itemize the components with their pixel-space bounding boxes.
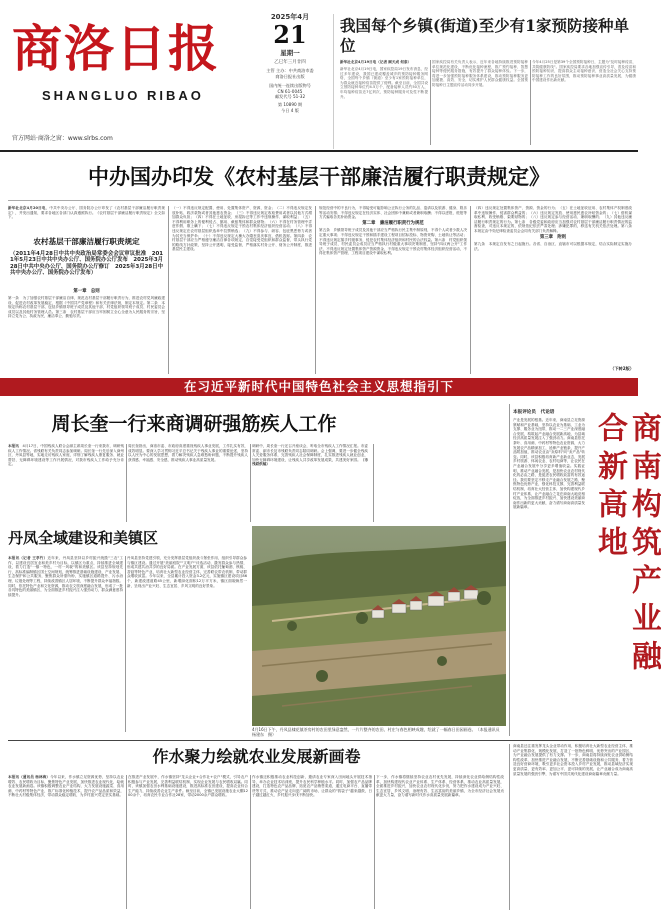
- chapter-1-heading: 第一章 总则: [73, 289, 100, 294]
- commentary-label-sub: 代论语: [540, 410, 555, 415]
- pub-code-2: CN 61-0045: [277, 89, 303, 94]
- commentary-vertical-headline[interactable]: 商南构筑产业融合新高地: [592, 412, 661, 678]
- agri-col-4: 下一步，作水镇将继续坚持农业农村优先发展，持续深化农业供给侧结构性改革，加快构建现代农业产业体系、生产体系、经营体系，推动农业高质量发展，全面推进乡村振兴，加快农业农村现代化步伐，努力把作水建设成为产业兴旺、生态宜居、乡风文明、治理有效、生活富裕的美丽乡镇，为全市经济社会发展贡献更大力量，奋力谱写新时代作水高质量发展新篇章。: [376, 775, 504, 798]
- zhou-col-1: 本报讯 4月17日，中国残疾人联合会副主席周长奎一行来我市，调研残疾人工作情况。省残联有关负责同志参加调研。周长奎一行先后深入商州区、丹凤县等地，实地走访残疾人家庭，详细了解残疾人康复服务、就业帮扶、无障碍环境建设等工作开展情况，对我市残疾人工作给予充分肯定。: [8, 444, 125, 467]
- main-col-2-body: （一）不得违反规定配置、使用、处置集体资产、资源、资金；（二）不得违反规定发放补贴、救济款物或者其他惠农资金；（三）不得违反规定收取费用或者以其他方式增加群众负担；（四）不得在土地征收、房屋拆迁等工作中违规操作、谋取利益；（五）不得利用职务上的便利侵占、挪用、截留集体和群众财物；（六）不得在村务管理中弄虚作假、欺上瞒下；（七）不得违反规定干预农村集体经济组织经营活动；（八）不得违反规定在农村基层组织选举中拉票贿选；（九）不得参与、纵容、包庇黑恶势力或者为其充当保护伞；（十）不得违反规定大操大办婚丧喜庆事宜，借机敛财。第四条 农村基层干部应当严格遵守廉洁自律各项规定，自觉接受党组织和群众监督，带头执行党的路线方针政策，坚持公开透明，接受监督，严格落实村务公开、财务公开制度，推进基层民主建设。: [172, 206, 312, 252]
- agri-col-1: 本报讯（通讯员 杨林海）今年以来，作水镇立足资源优势，坚持以农业增效、农民增收为目标，聚焦特色产业发展，加快推进农业现代化，绘就农业发展新画卷。该镇积极调整农业产业结构，大力发展设施蔬菜、食用菌、中药材等特色产业，推广标准化种植技术，提升农产品品质和效益，不断壮大村级集体经济，带动群众稳定增收，为乡村振兴奠定坚实基础。: [8, 775, 124, 798]
- main-col-3-body: 规范经营中的不良行为，不得接受可能影响公正执行公务的礼品、宴请以及旅游、健身、娱乐等活动安排；不得违反规定在经济实体、社会团体中兼职或者兼职取酬；不得以虚报、谎报等方式骗取各类补助资金。 第二章 廉洁履行职责行为规范 第五条 乡镇领导班子成员及其他干部应当严格执行民主集中制原则，不得个人或者少数人决定重大事项；不得违反规定干预和插手建设工程项目招标投标、物资采购、土地转让等活动；不得违反规定插手村级事务，侵犯农村集体经济组织和村民的合法权益。第六条 村党组织领导班子成员、村民委员会成员应当严格执行村级重大事项决策制度，坚持"四议两公开"工作法，不得违反规定处置集体资产资源资金，不得违反规定干预农村集体经济组织经营活动，不得在集体资产管理、工程项目建设中谋取私利。: [319, 206, 467, 256]
- commentary-body: 产业是发展的根基。近年来，商南县立足资源禀赋和产业基础，坚持以农业为基础、工业为支撑、服务业为纽带，推动一二三产业深度融合发展，构筑起产业融合发展新高地，为县域经济高质量发展注入了强劲动力。商南县依托茶叶、食用菌、中药材等特色农业资源，大力发展农产品精深加工，延伸产业链条，提升产品附加值，推动农业由"卖原料"向"卖产品"转变。同时，该县积极培育新产业新业态，发展乡村旅游、休闲农业、农村电商等，让农民在产业融合发展中分享更多增值收益。实践证明，推动产业融合发展，是加快农业农村现代化的必由之路，是促进农民增收致富的有效途径。我们要坚定不移走产业融合发展之路，聚焦特色优势产业，强化科技支撑，完善利益联结机制，培育壮大经营主体，加快构建现代乡村产业体系，让产业融合之花在商南大地竞相绽放，为全面推进乡村振兴、加快建设美丽商南作出新的更大贡献，奋力谱写商南高质量发展新篇章。: [513, 418, 585, 510]
- issue-number: 第 10890 期: [277, 102, 303, 107]
- regulation-title[interactable]: 农村基层干部廉洁履行职责规定: [33, 237, 140, 246]
- continued-note[interactable]: （下转2版）: [610, 366, 634, 371]
- zhou-headline[interactable]: 周长奎一行来商调研强筋疾人工作: [51, 413, 337, 435]
- chapter-2-heading: 第二章 廉洁履行职责行为规范: [362, 220, 424, 226]
- zhou-col-2: 周长奎指出，商洛市委、市政府高度重视残疾人事业发展，工作扎实有效，成效明显。要深入学习贯彻习近平总书记关于残疾人事业的重要论述，坚持以人民为中心的发展思想，着力解决残疾人急难愁盼问题，不断提升残疾人获得感、幸福感、安全感，推动残疾人事业高质量发展。: [128, 444, 248, 462]
- date-day: 21: [273, 20, 307, 49]
- chapter-3-heading: 第三章 附则: [539, 234, 567, 240]
- danfeng-col-2: 丹凤县坚持党建引领，充分发挥基层党组织战斗堡垒作用，组织引导群众参与镇区建设。通过开展"美丽庭院""文明户"评选活动，激发群众参与热情，形成共建共治共享的良好局面。在产业发展方面，该县依托葡萄酒、核桃、香菇等特色产业，培育壮大新型农业经营主体，完善联农带农机制，带动群众增收致富。今年以来，全县累计投入资金3.2亿元，实施镇区建设项目86个，新建改建道路45公里，新增绿化面积12万平方米，镇区面貌焕然一新，呈现出产业兴旺、生态宜居、乡风文明的良好景象。: [127, 556, 247, 588]
- top-story-headline[interactable]: 我国每个乡镇(街道)至少有1家预防接种单位: [340, 16, 629, 55]
- danfeng-col-1: 本报讯（记者 王孝竹）近年来，丹凤县坚持以乡村振兴统揽"三农"工作，以建设宜居宜业和美乡村为目标，以镇区为重点，持续推进全域建设，着力打造"一镇一特色、一村一风貌"的和美镇区。该县坚持规划先行，高标准编制镇区国土空间规划，统筹推进基础设施建设、产业发展、生态保护和公共服务，聚焦群众所需所盼，实施镇区道路提升、污水治理、垃圾处理等工程，持续改善镇区人居环境，不断提升群众幸福指数。同时，依托特色产业和文化资源，推动农文旅深度融合发展，形成了一批各具特色的美丽镇区，为全面推进乡村振兴注入强劲动力，群众满意度持续提升。: [8, 556, 123, 597]
- newspaper-pinyin: SHANGLUO RIBAO: [42, 88, 204, 103]
- main-headline[interactable]: 中办国办印发《农村基层干部廉洁履行职责规定》: [88, 164, 550, 189]
- top-story-col-1: 新华社北京4月19日电，国家疾控局19日发布消息，经过多年建设，我国已建成覆盖城乡的预防接种服务网络，全国每个乡镇（街道）至少有1家预防接种单位，为群众就近接种疫苗提供了便利。截至目前，全国共设立预防接种单位约4.5万个，配备接种人员约50万人，年均接种疫苗近7亿剂次，预防接种服务可及性不断提升。: [340, 67, 428, 99]
- date-year-month: 2025年4月: [270, 13, 310, 21]
- agri-byline: 本报讯（通讯员 杨林海）: [8, 775, 51, 779]
- photo-caption: 4月16日下午，丹凤县棣花镇茶房村的农田里绿意盎然，一片片整齐的农田、村庄与春色相映成趣，绘就了一幅春日田园画卷。（本报通讯员 杨建东 摄）: [252, 727, 504, 737]
- theme-banner: [0, 378, 638, 396]
- top-story-col-3: 今年4月25日是第39个全国预防接种日，主题为"及时接种疫苗，共筑健康防线"。国家疾控局要求各地加强宣传引导，普及疫苗和预防接种知识，提高群众主动接种意识，营造全社会关心支持预防接种工作的良好氛围，推动预防接种事业高质量发展，为健康中国建设作出新贡献。: [532, 60, 636, 83]
- commentary-continued: 商南县还注重发挥龙头企业带动作用，积极培育壮大新型农业经营主体，推动产业集群化、规模化发展，打造了一批特色鲜明、优势突出的产业园区，为产业融合发展提供了有力支撑。下一步，商南县将持续深化农业供给侧结构性改革，加快推进产业融合发展，不断完善基础设施和公共服务，着力营造良好营商环境，吸引更多社会资本投入乡村产业发展，推动县域经济实现更高质量、更有效率、更加公平、更可持续的发展，让产业融合成为商南高质量发展的强劲引擎，为谱写中国式现代化建设商南篇章贡献力量。: [513, 744, 633, 776]
- publisher: 主管 主办：中共商洛市委: [266, 68, 314, 73]
- publisher-2: 商洛日报社出版: [275, 74, 305, 79]
- pub-code-3: 邮发代号 51-32: [274, 94, 306, 99]
- main-col-4-body: （四）违反规定处置集体资产、资源、资金的行为；（五）在土地征收征用、农村集体产权制度改革中违规操作、侵害群众利益的；（六）违反规定发放、使用惠民惠农补贴资金的；（七）借机谋取私利、收受贿赂、索要财物的；（八）违反规定参与经营活动、兼职取酬的；（九）其他违反廉洁履行职责规定的行为。第七条 各级党委和政府应当加强对农村基层干部廉洁履行职责情况的监督检查，对违反本规定的，依规依纪依法严肃处理；涉嫌犯罪的，移送有关机关依法处理。第八条 本规定由中央纪律检查委员会会同有关部门负责解释。 第三章 附则 第九条 本规定自发布之日起施行。各省、自治区、直辖市可以根据本规定，结合实际制定实施办法。: [474, 206, 636, 251]
- agri-col-2: 在推进产业发展中，作水镇坚持"龙头企业+合作社+农户"模式，引导农户积极参与产业发展，完善利益联结机制，实现企业发展与农民增收双赢。同时，该镇加强农田水利基础设施建设，推进高标准农田建设，提高农业综合生产能力，持续改善农业生产条件。截至目前，全镇已发展设施农业大棚1200余个，培育农民专业合作社28家，带动2000余户群众增收。: [128, 775, 248, 798]
- regulation-note: （2011年4月28日中共中央政治局常委会会议审议批准 2011年5月23日中共中央办公厅、国务院办公厅发布 2025年3月28日中共中央办公厅、国务院办公厅修订 2025年3月28日中共中央办公厅、国务院办公厅发布）: [10, 251, 163, 276]
- zhou-col-3: 调研中，周长奎一行还召开座谈会，听取全市残疾人工作情况汇报。市委常委、副市长及市残联负责同志陪同调研。会上强调，要进一步健全残疾人关爱服务体系，完善残疾人社会保障制度，扎实推进残疾人就业创业，加快无障碍环境建设，让残疾人共享改革发展成果，共建美好家园。（市残联供稿）: [252, 444, 369, 467]
- top-story-lead: 新华社北京4月19日电（记者 顾天成 何泰）: [340, 60, 412, 64]
- danfeng-headline[interactable]: 丹凤全域建设和美镇区: [8, 529, 159, 547]
- newspaper-title: 商洛日报: [12, 19, 220, 78]
- farmland-photo-illustration: [252, 526, 506, 726]
- top-story-col-2: 国家疾控局有关负责人表示，近年来各地持续推进预防接种单位规范化建设，不断优化接种流程，推广预约接种、智慧接种等便民服务措施，有效提升了群众接种体验。下一步，将进一步加强预防接种服务体系建设，推动预防接种服务更加便捷、高效、安全，切实维护人民群众健康权益。全国预防接种日主题宣传活动同步开展。: [432, 60, 528, 87]
- commentary-label-main: 本报评论员: [513, 410, 536, 415]
- page-count: 今日 4 版: [281, 108, 299, 113]
- masthead-divider: [0, 150, 638, 152]
- date-block: [255, 12, 325, 140]
- pub-code-1: 国内统一连续出版物号: [269, 83, 311, 88]
- main-col-1-body: 第一条 为了加强农村基层干部廉洁自律，规范农村基层干部履行职责行为，推进农村党风廉政建设，促进农村改革发展稳定，根据《中国共产党章程》和有关法律法规，制定本规定。第二条 本规定所称农村基层干部，包括乡镇领导班子成员及其他干部，村党组织领导班子成员、村民委员会成员以及其他村务管理人员。第三条 农村基层干部应当牢固树立全心全意为人民服务的宗旨，坚持立党为公、执政为民，廉洁奉公、勤勉尽责。: [8, 296, 165, 319]
- masthead: [0, 0, 638, 168]
- date-weekday: 星期一: [280, 49, 300, 57]
- main-story-lead-source: 新华社北京4月20日电: [8, 206, 46, 210]
- agri-headline[interactable]: 作水聚力绘就农业发展新画卷: [152, 747, 361, 766]
- danfeng-byline: 本报讯（记者 王孝竹）: [8, 556, 48, 560]
- website-line[interactable]: 官方网站·商洛之窗：www.slrbs.com: [12, 135, 113, 142]
- zhou-source: （市残联供稿）: [252, 457, 369, 467]
- agri-col-3: 作水镇还积极推动农业科技创新，邀请农业专家深入田间地头开展技术指导，举办农业技术培训班，提升农民科学种植水平。同时，加强农产品品牌建设，打造特色农产品品牌，拓宽农产品销售渠道，通过电商平台、直播带货等方式，推动农产品走向更广阔的市场，让群众的"钱袋子"越来越鼓，日子越过越红火，乡村振兴步伐不断加快。: [252, 775, 372, 798]
- farmland-photo: [252, 526, 506, 726]
- main-story-lead: 新华社北京4月20日电，中共中央办公厅、国务院办公厅印发了《农村基层干部廉洁履行职责规定》，并发出通知，要求各地区各部门认真遵照执行。《农村基层干部廉洁履行职责规定》全文如下。: [8, 206, 165, 220]
- date-lunar: 乙巳年三月廿四: [274, 60, 306, 65]
- theme-banner-text: 在习近平新时代中国特色社会主义思想指引下: [183, 379, 454, 394]
